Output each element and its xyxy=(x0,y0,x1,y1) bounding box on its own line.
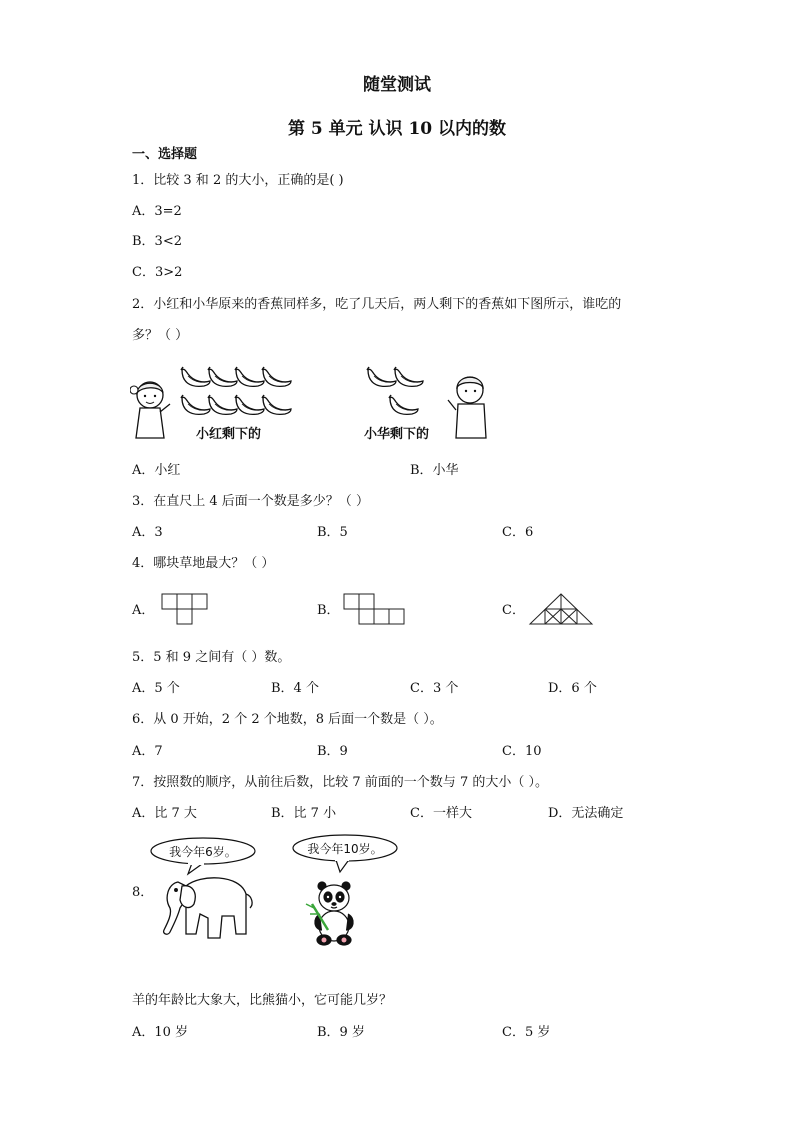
q4-shape-c xyxy=(528,592,594,626)
q5-option-c: C．3 个 xyxy=(410,681,459,696)
banana-group-right xyxy=(367,367,423,414)
q3-option-b: B．5 xyxy=(317,525,348,540)
q4-option-a: A． xyxy=(132,603,155,618)
speech-text-panda: 我今年10岁。 xyxy=(307,842,383,856)
q2-stem-line2: 多？（ ） xyxy=(132,328,189,343)
section-heading: 一、选择题 xyxy=(132,147,198,162)
q4-shape-a xyxy=(160,592,212,626)
boy-icon xyxy=(448,377,486,438)
girl-icon xyxy=(130,382,170,438)
q6-option-a: A．7 xyxy=(132,744,163,759)
panda-icon xyxy=(306,882,353,945)
q2-left-caption: 小红剩下的 xyxy=(196,427,262,442)
q4-stem: 4．哪块草地最大？（ ） xyxy=(132,556,275,571)
q4-shape-b xyxy=(342,592,410,626)
q6-stem: 6．从 0 开始，2 个 2 个地数，8 后面一个数是（ ）。 xyxy=(132,712,443,727)
q1-option-a: A．3=2 xyxy=(132,204,182,219)
elephant-icon xyxy=(164,878,252,938)
q6-option-b: B．9 xyxy=(317,744,348,759)
unit-title: 第 5 单元 认识 10 以内的数 xyxy=(287,119,507,139)
q7-option-a: A．比 7 大 xyxy=(132,806,197,821)
speech-bubble-elephant xyxy=(151,838,255,874)
speech-text-elephant: 我今年6岁。 xyxy=(169,845,237,859)
q1-stem: 1．比较 3 和 2 的大小，正确的是( ) xyxy=(132,173,344,188)
q7-option-d: D．无法确定 xyxy=(548,806,624,821)
q2-option-a: A．小红 xyxy=(132,463,181,478)
q4-option-b: B． xyxy=(317,603,340,618)
speech-bubble-panda xyxy=(293,835,397,872)
q1-option-b: B．3<2 xyxy=(132,234,182,249)
q3-option-c: C．6 xyxy=(502,525,534,540)
q8-animal-figure xyxy=(148,834,408,952)
q8-option-a: A．10 岁 xyxy=(132,1025,189,1040)
q2-stem-line1: 2．小红和小华原来的香蕉同样多，吃了几天后，两人剩下的香蕉如下图所示，谁吃的 xyxy=(132,297,622,312)
q2-right-caption: 小华剩下的 xyxy=(364,427,430,442)
q1-option-c: C．3>2 xyxy=(132,265,183,280)
q7-option-b: B．比 7 小 xyxy=(271,806,337,821)
worksheet-title: 随堂测试 xyxy=(363,75,431,95)
banana-group-left xyxy=(181,367,291,414)
q6-option-c: C．10 xyxy=(502,744,542,759)
q4-option-c: C． xyxy=(502,603,525,618)
q3-option-a: A．3 xyxy=(132,525,163,540)
q5-option-d: D．6 个 xyxy=(548,681,597,696)
q8-number: 8． xyxy=(132,885,154,900)
q8-option-c: C．5 岁 xyxy=(502,1025,551,1040)
q8-option-b: B．9 岁 xyxy=(317,1025,365,1040)
q5-stem: 5．5 和 9 之间有（ ）数。 xyxy=(132,650,291,665)
q2-banana-figure xyxy=(130,360,500,450)
q5-option-b: B．4 个 xyxy=(271,681,319,696)
q7-option-c: C．一样大 xyxy=(410,806,472,821)
q7-stem: 7．按照数的顺序，从前往后数，比较 7 前面的一个数与 7 的大小（ ）。 xyxy=(132,775,548,790)
q5-option-a: A．5 个 xyxy=(132,681,180,696)
q3-stem: 3．在直尺上 4 后面一个数是多少？（ ） xyxy=(132,494,369,509)
q2-option-b: B．小华 xyxy=(410,463,459,478)
q8-stem: 羊的年龄比大象大，比熊猫小，它可能几岁？ xyxy=(132,993,393,1008)
